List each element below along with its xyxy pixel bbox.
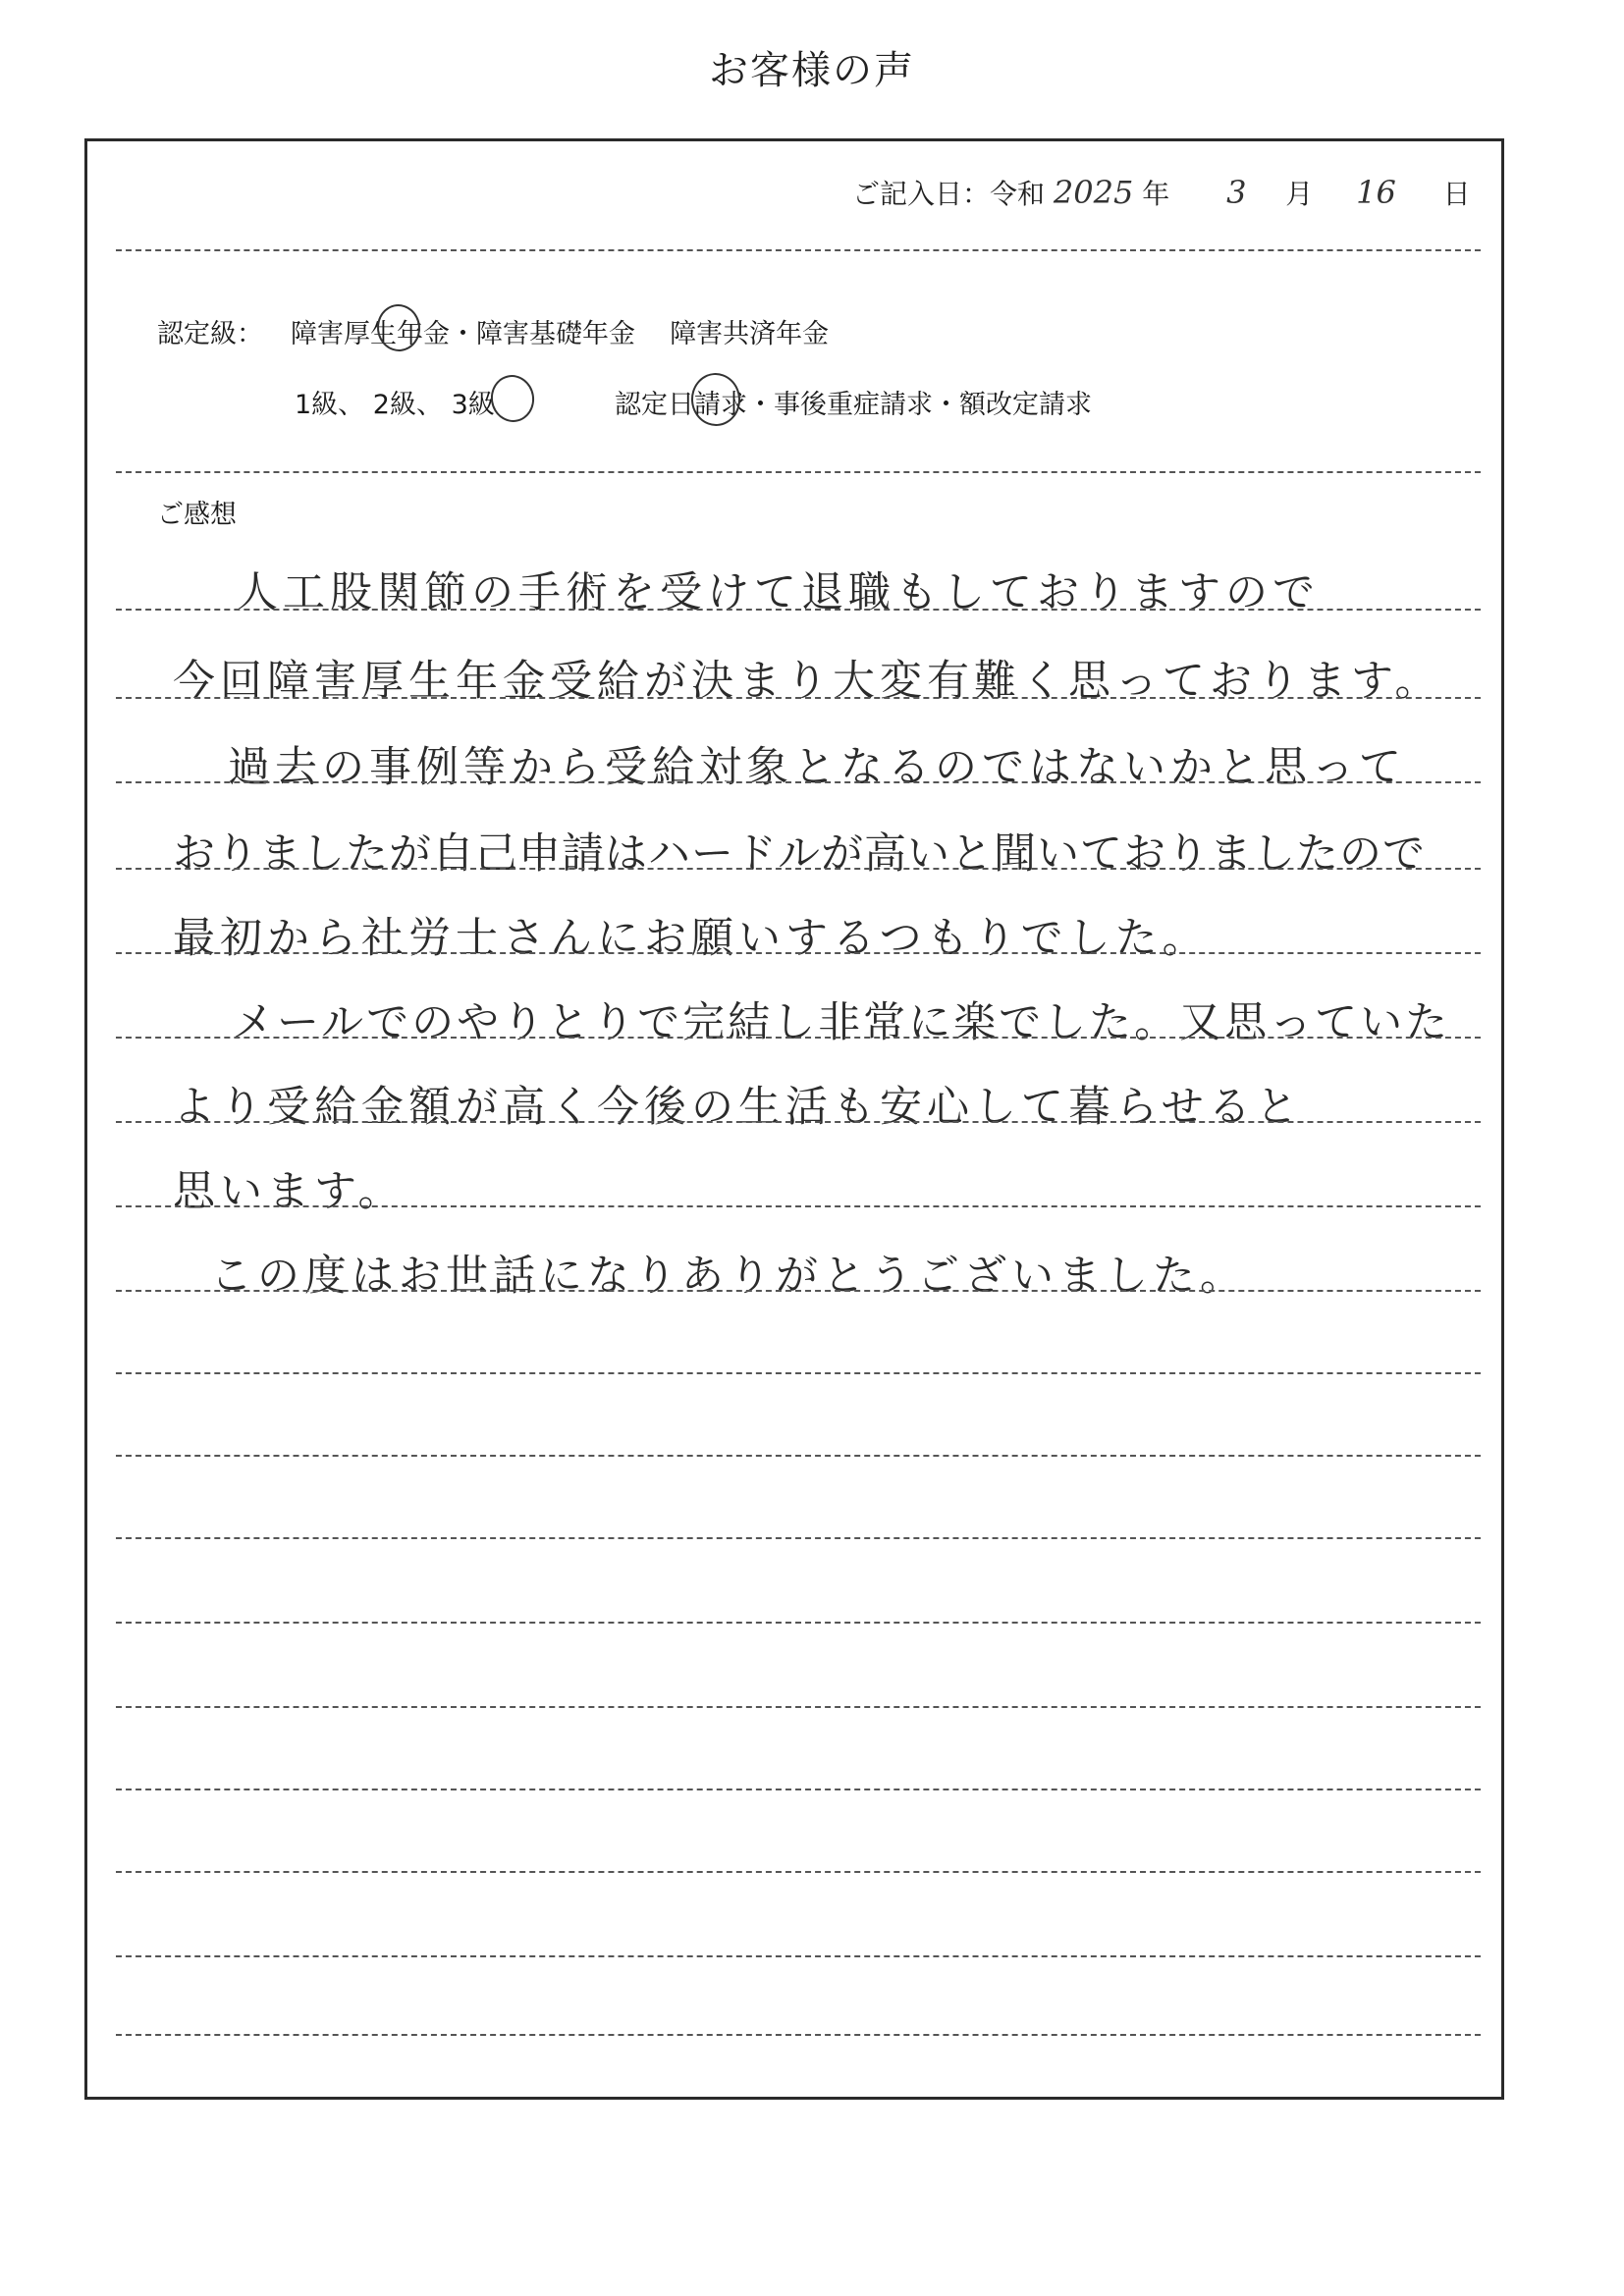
impression-line: 最初から社労士さんにお願いするつもりでした。 bbox=[173, 914, 1210, 963]
grade-option-2: 2級、 bbox=[372, 390, 443, 420]
separator-dot: ・ bbox=[747, 390, 774, 420]
grade-option-3: 3級 bbox=[451, 390, 495, 420]
ruled-line bbox=[116, 1622, 1481, 1624]
impression-line: メールでのやりとりで完結し非常に楽でした。又思っていた bbox=[232, 998, 1451, 1047]
ruled-line bbox=[116, 1121, 1481, 1123]
certification-label: 認定級： bbox=[157, 319, 263, 349]
impressions-label: ご感想 bbox=[157, 500, 237, 530]
ruled-line bbox=[116, 1037, 1481, 1039]
date-month: 3 bbox=[1226, 174, 1247, 211]
impression-line: 人工股関節の手術を受けて退職もしておりますので bbox=[236, 568, 1320, 617]
ruled-line bbox=[116, 1205, 1481, 1207]
divider-date bbox=[116, 249, 1481, 251]
pension-option-kiso: 障害基礎年金 bbox=[476, 319, 635, 349]
claim-option-gaku: 額改定請求 bbox=[959, 390, 1092, 420]
pension-type-options bbox=[291, 312, 829, 350]
date-year-suffix: 年 bbox=[1142, 178, 1170, 210]
separator-dot: ・ bbox=[450, 319, 476, 349]
impression-line: 今回障害厚生年金受給が決まり大変有難く思っております。 bbox=[173, 657, 1442, 706]
page-title: お客様の声 bbox=[709, 48, 915, 93]
ruled-line bbox=[116, 1955, 1481, 1957]
date-day-suffix: 日 bbox=[1442, 178, 1471, 210]
ruled-line bbox=[116, 1290, 1481, 1292]
entry-date bbox=[852, 173, 1471, 212]
date-label: ご記入日：令和 bbox=[852, 178, 1046, 210]
ruled-line bbox=[116, 2034, 1481, 2036]
impression-line: 過去の事例等から受給対象となるのではないかと思って bbox=[228, 743, 1406, 792]
grade-options bbox=[295, 383, 495, 421]
ruled-line bbox=[116, 781, 1481, 783]
date-day: 16 bbox=[1356, 174, 1396, 211]
ruled-line bbox=[116, 1537, 1481, 1539]
impression-line: おりましたが自己申請はハードルが高いと聞いておりましたので bbox=[173, 829, 1426, 879]
ruled-line bbox=[116, 952, 1481, 954]
separator-dot: ・ bbox=[933, 390, 959, 420]
ruled-line bbox=[116, 1871, 1481, 1873]
ruled-line bbox=[116, 868, 1481, 870]
divider-certification bbox=[116, 471, 1481, 473]
claim-option-nintei: 認定日請求 bbox=[615, 390, 747, 420]
ruled-line bbox=[116, 1455, 1481, 1457]
claim-option-jigo: 事後重症請求 bbox=[774, 390, 933, 420]
impression-line: より受給金額が高く今後の生活も安心して暮らせると bbox=[173, 1083, 1303, 1132]
claim-type-options bbox=[615, 383, 1092, 421]
pension-option-kosei: 障害厚生年金 bbox=[291, 319, 450, 349]
ruled-line bbox=[116, 1789, 1481, 1790]
date-month-suffix: 月 bbox=[1285, 178, 1314, 210]
ruled-line bbox=[116, 697, 1481, 699]
ruled-line bbox=[116, 1372, 1481, 1374]
ruled-line bbox=[116, 1706, 1481, 1708]
ruled-line bbox=[116, 609, 1481, 611]
impression-line: この度はお世話になりありがとうございました。 bbox=[210, 1252, 1247, 1301]
pension-option-kyosai: 障害共済年金 bbox=[670, 319, 830, 349]
grade-option-1: 1級、 bbox=[295, 390, 365, 420]
date-year: 2025 bbox=[1053, 174, 1134, 211]
impression-line: 思います。 bbox=[173, 1167, 406, 1216]
